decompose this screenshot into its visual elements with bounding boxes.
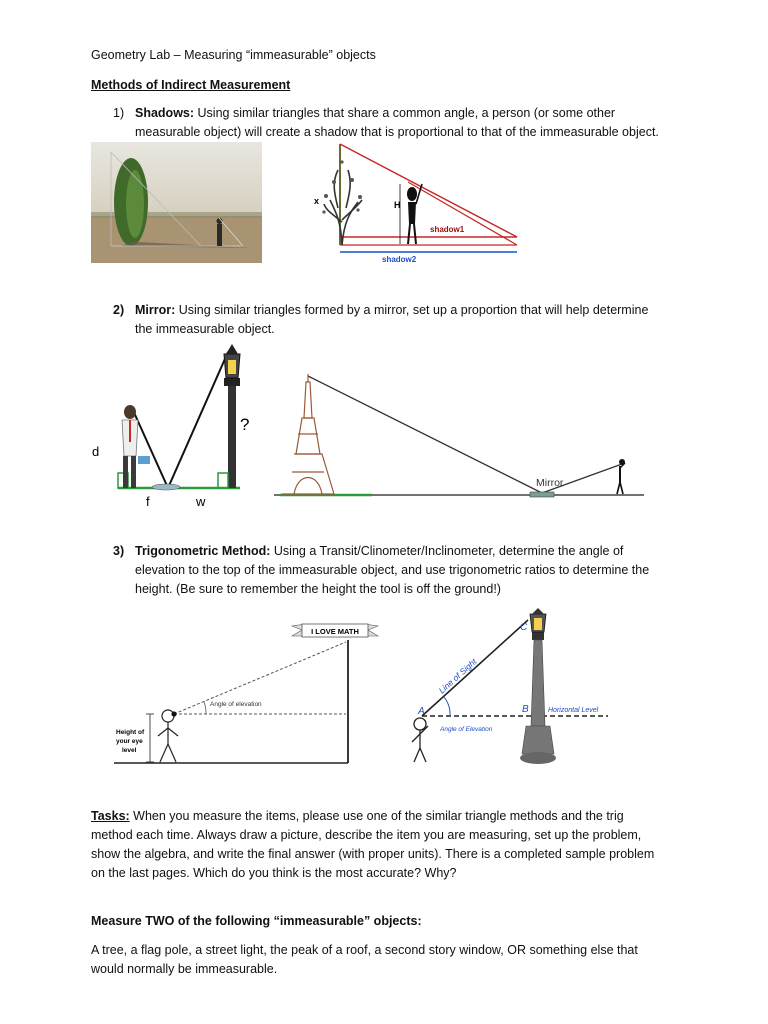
tasks-line3: show the algebra, and write the final answer (with proper units). There is a completed sample problem <box>91 847 655 861</box>
label-eye-3: level <box>122 747 137 754</box>
elevation-building-diagram <box>112 622 380 766</box>
method-2-line1 <box>135 301 648 320</box>
method-3-line2: elevation to the top of the immeasurable object, and use trigonometric ratios to determine the <box>135 563 650 577</box>
shadow-tree-photo <box>91 142 262 263</box>
label-c: C <box>520 622 528 633</box>
tree-icon <box>324 170 362 245</box>
shadow-triangle-diagram <box>312 142 522 264</box>
label-horizontal-level: Horizontal Level <box>548 707 599 714</box>
method-2-number: 2) <box>113 303 125 317</box>
page-title: Geometry Lab – Measuring “immeasurable” objects <box>91 48 376 62</box>
method-1-line2: measurable object) will create a shadow that is proportional to that of the immeasurable object. <box>135 125 659 139</box>
mirror-shape <box>152 484 180 490</box>
method-1-number: 1) <box>113 106 125 120</box>
method-3-line1 <box>135 542 623 561</box>
eye-dot <box>171 711 176 716</box>
person-icon <box>617 459 625 494</box>
label-a: A <box>418 706 425 717</box>
person-icon <box>407 184 422 244</box>
label-shadow2: shadow2 <box>382 255 417 264</box>
label-f: f <box>146 494 150 509</box>
stick-figure <box>412 718 428 762</box>
method-3-number: 3) <box>113 544 125 558</box>
tasks-text1: When you measure the items, please use one of the similar triangle methods and the trig <box>129 809 624 823</box>
method-3-name: Trigonometric Method: <box>135 544 271 558</box>
measure-line2: would normally be immeasurable. <box>91 962 278 976</box>
person-shape <box>217 224 222 246</box>
tasks-label: Tasks: <box>91 809 130 823</box>
label-w: w <box>196 494 206 509</box>
tasks-line1 <box>91 807 624 826</box>
label-angle-of-elevation: Angle of Elevation <box>440 726 493 733</box>
mirror-shape <box>530 492 554 497</box>
method-3-line3: height. (Be sure to remember the height the tool is off the ground!) <box>135 582 501 596</box>
label-mirror: Mirror <box>536 477 564 489</box>
section-heading: Methods of Indirect Measurement <box>91 78 291 92</box>
measure-heading: Measure TWO of the following “immeasurable” objects: <box>91 914 422 928</box>
mirror-lamppost-diagram <box>88 338 268 510</box>
label-d: d <box>92 444 100 459</box>
method-3-text1: Using a Transit/Clinometer/Inclinometer, determine the angle of <box>270 544 624 558</box>
label-shadow1: shadow1 <box>430 225 465 234</box>
stick-figure <box>158 710 178 762</box>
method-2-text1: Using similar triangles formed by a mirror, set up a proportion that will help determine <box>175 303 649 317</box>
label-line-of-sight: Line of Sight <box>436 656 479 696</box>
banner-sign <box>292 624 378 637</box>
label-eye-2: your eye <box>116 738 143 745</box>
banner-text: I LOVE MATH <box>311 627 359 636</box>
lamp-light <box>228 360 236 374</box>
method-1-line1 <box>135 104 615 123</box>
label-question: ? <box>240 415 250 434</box>
method-1-name: Shadows: <box>135 106 195 120</box>
lamppost-pole <box>228 386 236 488</box>
label-eye-1: Height of <box>116 729 145 736</box>
measure-line1: A tree, a flag pole, a street light, the peak of a roof, a second story window, OR something else that <box>91 943 638 957</box>
label-x: x <box>314 196 320 206</box>
method-2-line2: the immeasurable object. <box>135 322 275 336</box>
tasks-line2: method each time. Always draw a picture, describe the item you are measuring, set up the problem, <box>91 828 642 842</box>
method-2-name: Mirror: <box>135 303 176 317</box>
line-of-sight-diagram <box>408 606 622 768</box>
tasks-line4: on the last pages. Which do you think is the most accurate? Why? <box>91 866 457 880</box>
label-b: B <box>522 704 529 715</box>
eiffel-tower-icon <box>282 374 334 494</box>
label-angle-elevation: Angle of elevation <box>210 701 262 708</box>
method-1-text1: Using similar triangles that share a common angle, a person (or some other <box>194 106 616 120</box>
mirror-eiffel-diagram <box>272 368 648 502</box>
label-h: H <box>394 200 401 210</box>
